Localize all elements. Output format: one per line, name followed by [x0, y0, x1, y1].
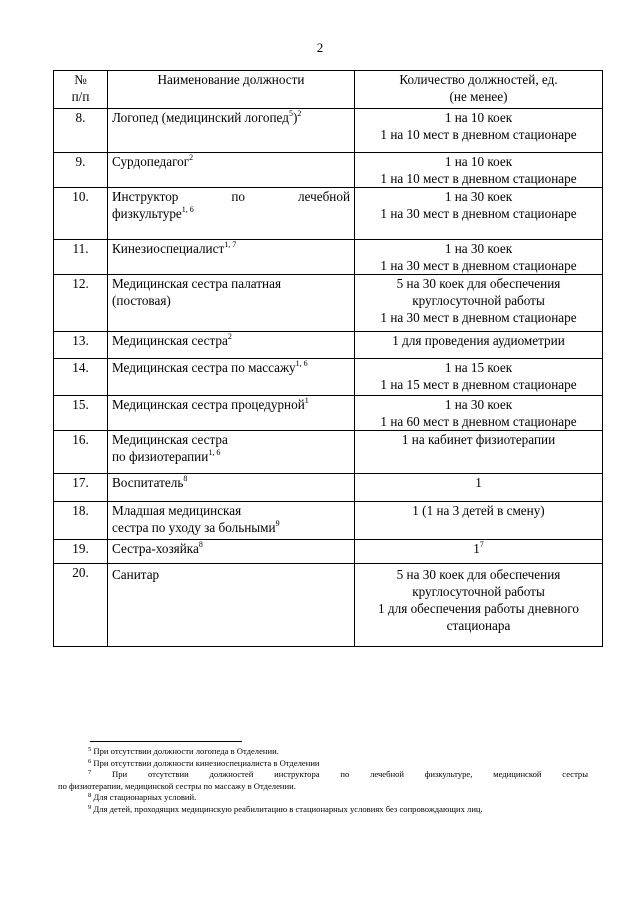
position-quantity: 1 на 10 коек 1 на 10 мест в дневном стационаре — [355, 109, 603, 153]
position-quantity: 1 на 30 коек 1 на 60 мест в дневном стационаре — [355, 396, 603, 431]
row-number: 9. — [54, 153, 108, 188]
position-quantity: 1 — [355, 474, 603, 502]
position-name: Медицинская сестра по физиотерапии$^{1, 6}$ — [108, 431, 355, 474]
footnote-5: $^5$ При отсутствии должности логопеда в Отделении. — [88, 746, 279, 756]
staff-table — [53, 70, 603, 647]
footnote-divider — [90, 741, 242, 742]
footnote-9: $^9$ Для детей, проходящих медицинскую реабилитацию в стационарных условиях без сопровождающих лиц. — [88, 803, 483, 814]
row-number: 11. — [54, 240, 108, 275]
footnote-7: $^7$ При отсутствии должностей инструктора по лечебной физкультуре, медицинской сестры — [88, 769, 588, 779]
position-quantity: 1 на 30 коек 1 на 30 мест в дневном стационаре — [355, 188, 603, 240]
row-number: 17. — [54, 474, 108, 502]
header-name: Наименование должности — [108, 71, 355, 109]
position-quantity: 1 для проведения аудиометрии — [355, 332, 603, 359]
table-header-row — [54, 71, 603, 109]
table-row — [54, 188, 603, 240]
position-quantity: 1 (1 на 3 детей в смену) — [355, 502, 603, 540]
position-name: Медицинская сестра по массажу$^{1, 6}$ — [108, 359, 355, 396]
table-row — [54, 359, 603, 396]
position-name: Логопед (медицинский логопед$^5$)$^2$ — [108, 109, 355, 153]
position-quantity: 5 на 30 коек для обеспечения круглосуточной работы 1 на 30 мест в дневном стационаре — [355, 275, 603, 332]
position-name: Сурдопедагог$^2$ — [108, 153, 355, 188]
table-row — [54, 564, 603, 647]
row-number: 16. — [54, 431, 108, 474]
position-name: Кинезиоспециалист$^{1, 7}$ — [108, 240, 355, 275]
table-row — [54, 396, 603, 431]
position-name: Медицинская сестра$^2$ — [108, 332, 355, 359]
table-row — [54, 431, 603, 474]
row-number: 20. — [54, 564, 108, 647]
footnote-7-continuation: по физиотерапии, медицинской сестры по массажу в Отделении. — [58, 780, 296, 791]
footnotes — [58, 746, 588, 815]
page-number: 2 — [316, 40, 324, 55]
position-name: Сестра-хозяйка$^8$ — [108, 540, 355, 564]
row-number: 13. — [54, 332, 108, 359]
position-name: Медицинская сестра процедурной$^1$ — [108, 396, 355, 431]
position-name: Медицинская сестра палатная (постовая) — [108, 275, 355, 332]
position-quantity: 1 на 30 коек 1 на 30 мест в дневном стационаре — [355, 240, 603, 275]
header-qty: Количество должностей, ед. (не менее) — [355, 71, 603, 109]
table-row — [54, 240, 603, 275]
header-num: № п/п — [54, 71, 108, 109]
position-quantity: 1 на 10 коек 1 на 10 мест в дневном стационаре — [355, 153, 603, 188]
position-quantity: $1^7$ — [355, 540, 603, 564]
row-number: 19. — [54, 540, 108, 564]
table-row — [54, 502, 603, 540]
position-quantity: 1 на кабинет физиотерапии — [355, 431, 603, 474]
row-number: 14. — [54, 359, 108, 396]
row-number: 15. — [54, 396, 108, 431]
table-row — [54, 332, 603, 359]
position-name: Санитар — [108, 564, 355, 647]
position-quantity: 1 на 15 коек 1 на 15 мест в дневном стационаре — [355, 359, 603, 396]
row-number: 10. — [54, 188, 108, 240]
row-number: 12. — [54, 275, 108, 332]
footnote-8: $^8$ Для стационарных условий. — [88, 792, 197, 802]
position-quantity: 5 на 30 коек для обеспечения круглосуточной работы 1 для обеспечения работы дневного стационара — [355, 564, 603, 647]
table-row — [54, 109, 603, 153]
table-row — [54, 153, 603, 188]
table-row — [54, 474, 603, 502]
row-number: 8. — [54, 109, 108, 153]
position-name: Воспитатель$^8$ — [108, 474, 355, 502]
position-name: Младшая медицинская сестра по уходу за больными$^9$ — [108, 502, 355, 540]
position-name: Инструктор по лечебной физкультуре$^{1, 6}$ — [108, 188, 355, 240]
table-row — [54, 540, 603, 564]
footnote-6: $^6$ При отсутствии должности кинезиоспециалиста в Отделении — [88, 757, 320, 768]
row-number: 18. — [54, 502, 108, 540]
table-row — [54, 275, 603, 332]
